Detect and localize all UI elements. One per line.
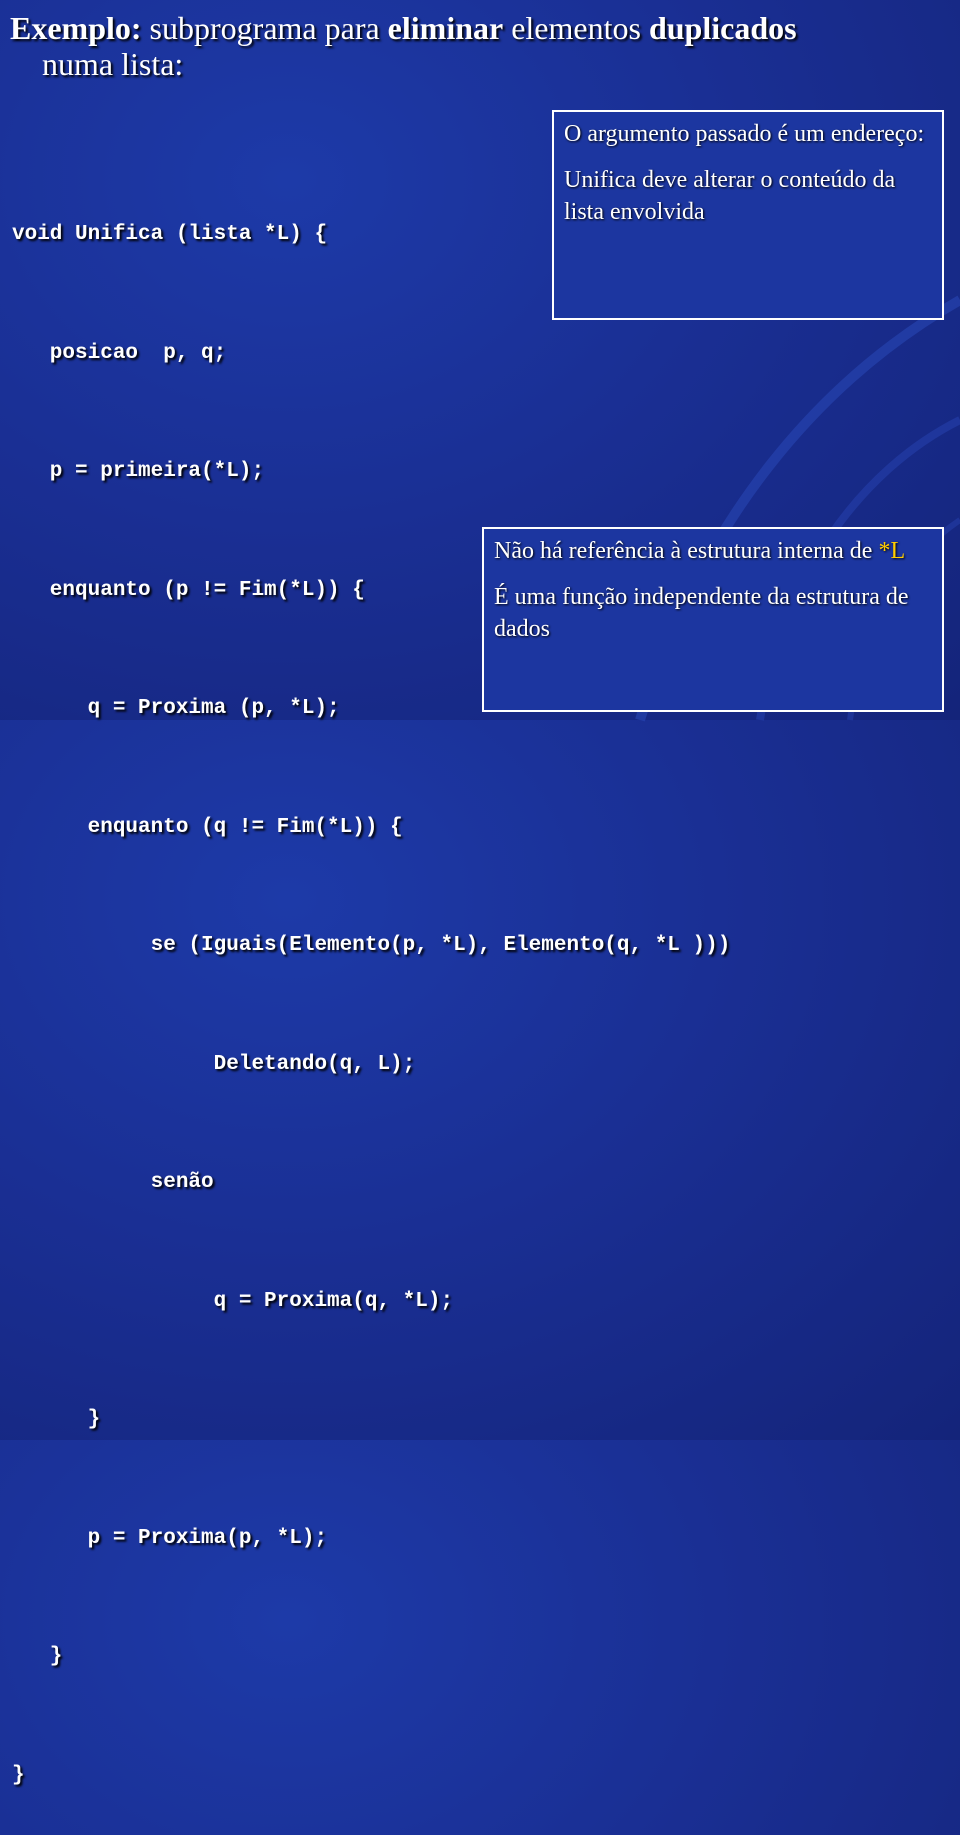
code-line: } — [12, 1408, 101, 1431]
code-line: enquanto (q != Fim(*L)) { — [12, 815, 403, 839]
code-line: posicao p, q; — [12, 341, 227, 365]
code-line: p = Proxima(p, *L); — [12, 1526, 328, 1550]
title-bold-eliminar: eliminar — [387, 10, 504, 46]
callout-argument — [552, 110, 944, 320]
callout-argument-line1: O argumento passado é um endereço: — [564, 121, 925, 147]
title-bold-duplicados: duplicados — [648, 10, 797, 46]
code-line: p = primeira(*L); — [12, 460, 265, 483]
callout-independence-line1 — [494, 535, 932, 567]
code-block — [12, 136, 730, 1835]
code-line: q = Proxima(q, *L); — [12, 1289, 454, 1313]
callout-highlight-L: *L — [878, 538, 906, 564]
code-line: Deletando(q, L); — [12, 1052, 416, 1076]
code-line: enquanto (p != Fim(*L)) { — [12, 578, 365, 602]
code-line: } — [12, 1763, 25, 1787]
title-bold-exemplo: Exemplo: — [10, 10, 142, 46]
code-line: senão — [12, 1171, 214, 1194]
callout-independence-line2: É uma função independente da estrutura de dados — [494, 584, 909, 642]
slide-title — [10, 10, 950, 82]
title-text-3: numa lista: — [42, 46, 184, 82]
title-text-2: elementos — [503, 10, 649, 46]
code-line: q = Proxima (p, *L); — [12, 697, 340, 720]
callout-argument-line2: Unifica deve alterar o conteúdo da lista envolvida — [564, 167, 896, 225]
callout-independence — [482, 527, 944, 712]
code-line: } — [12, 1645, 63, 1668]
code-line: void Unifica (lista *L) { — [12, 223, 328, 246]
callout-independence-text: Não há referência à estrutura interna de — [494, 538, 879, 564]
title-text-1: subprograma para — [141, 10, 388, 46]
code-line: se (Iguais(Elemento(p, *L), Elemento(q, *L ))) — [12, 934, 731, 957]
